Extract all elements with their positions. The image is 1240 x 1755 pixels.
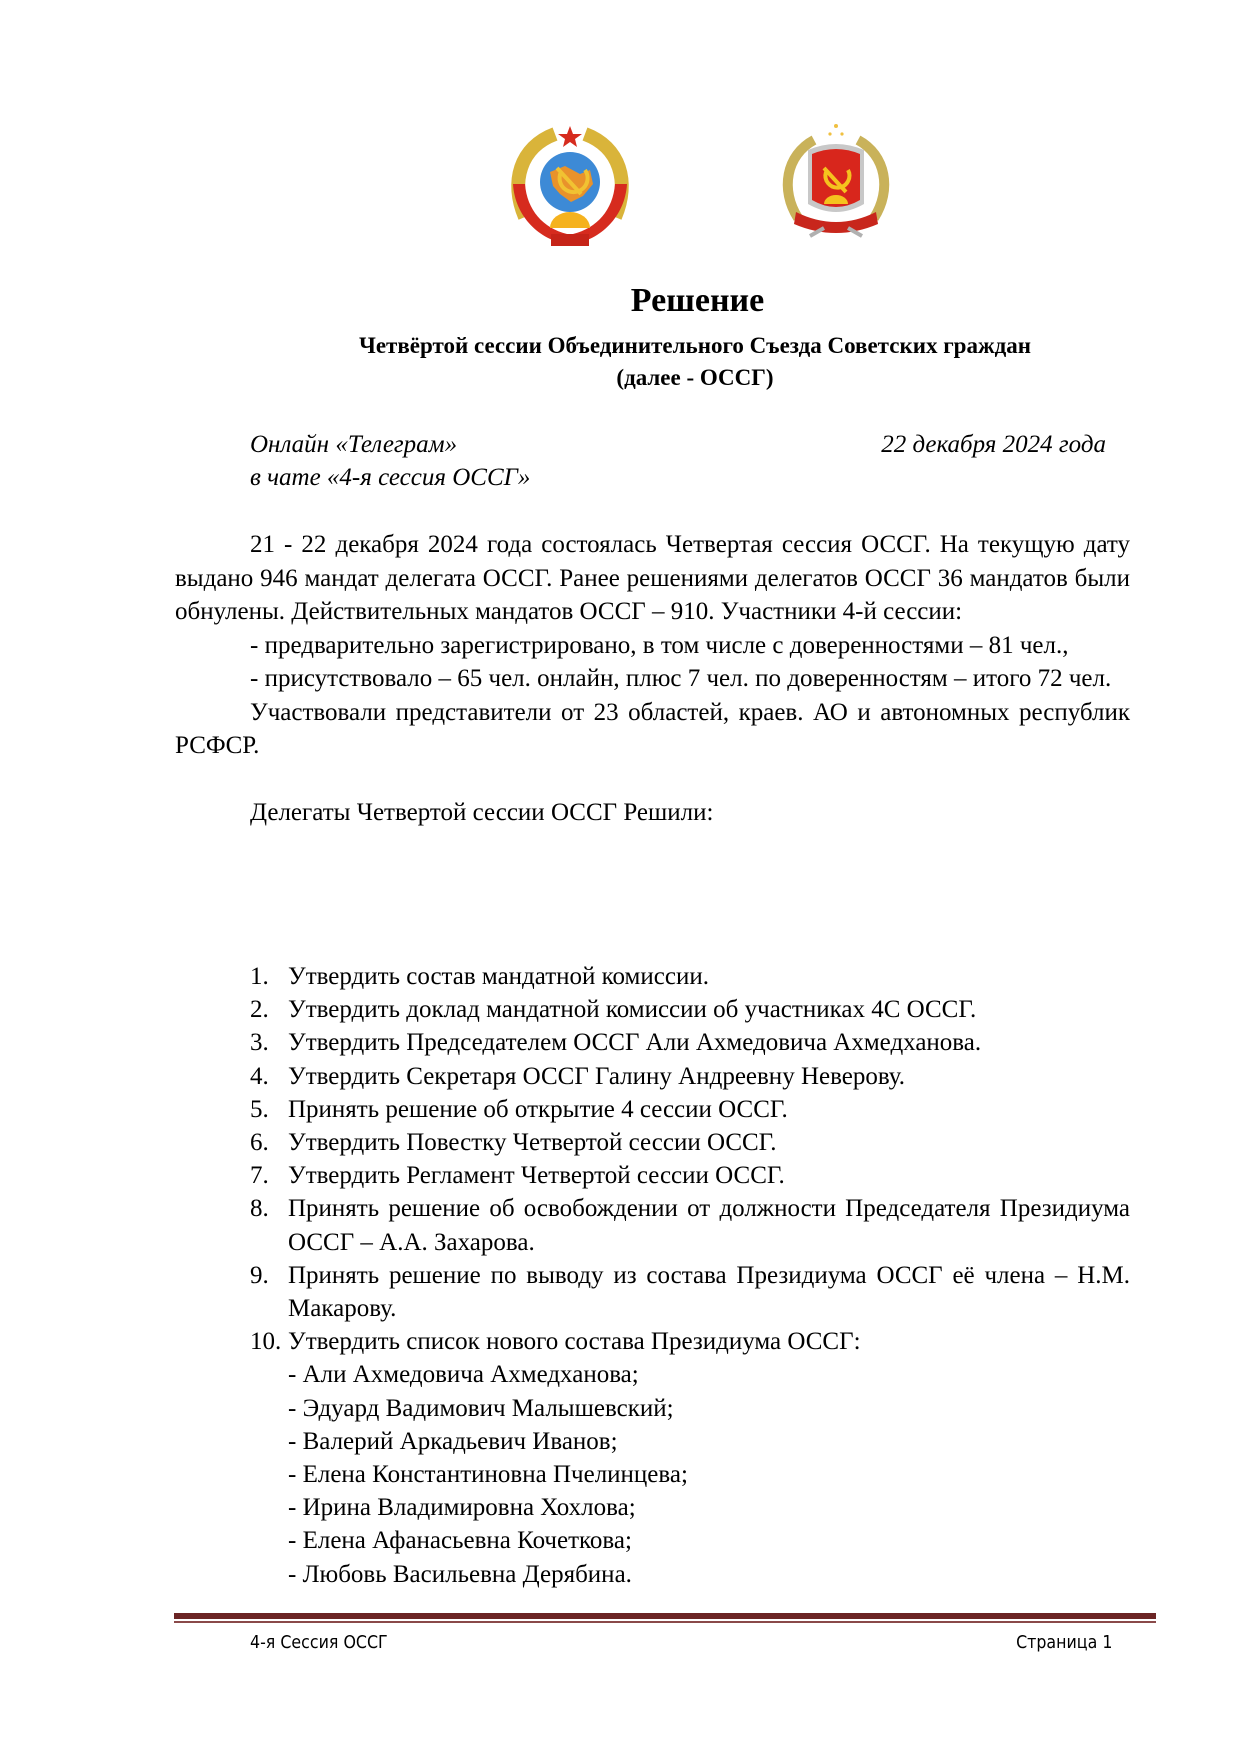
member-item: - Елена Афанасьевна Кочеткова; <box>288 1527 632 1555</box>
member-item: - Любовь Васильевна Дерябина. <box>288 1560 632 1588</box>
list-item: 4. Утвердить Секретаря ОССГ Галину Андреевну Неверову. <box>250 1062 906 1090</box>
paragraph: Участвовали представители от 23 областей, краев. АО и автономных республик РСФСР. <box>175 698 1130 759</box>
subtitle-line-1: Четвёртой сессии Объединительного Съезда Советских граждан <box>358 333 1032 358</box>
meeting-place: Онлайн «Телеграм» <box>250 431 458 458</box>
document-subtitle <box>255 330 1135 394</box>
page-title: Решение <box>630 282 765 319</box>
member-item: - Эдуард Вадимович Малышевский; <box>288 1394 674 1422</box>
meeting-chat: в чате «4-я сессия ОССГ» <box>250 464 531 491</box>
list-item: 10. Утвердить список нового состава Президиума ОССГ: <box>250 1328 861 1356</box>
list-item: 9. Принять решение по выводу из состава Президиума ОССГ её члена – Н.М. Макарову. <box>250 1261 1130 1323</box>
decisions-list <box>250 960 1130 1591</box>
page-number: Страница 1 <box>1016 1632 1113 1653</box>
footer-divider <box>174 1613 1156 1623</box>
document-body <box>175 528 1130 829</box>
list-item: 6. Утвердить Повестку Четвертой сессии ОССГ. <box>250 1129 777 1157</box>
meeting-date: 22 декабря 2024 года <box>881 431 1106 458</box>
paragraph: - предварительно зарегистрировано, в том числе с доверенностями – 81 чел., <box>250 631 1069 659</box>
member-item: - Ирина Владимировна Хохлова; <box>288 1494 636 1522</box>
footer-session-label: 4-я Сессия ОССГ <box>250 1632 388 1653</box>
subtitle-line-2: (далее - ОССГ) <box>616 365 774 390</box>
paragraph: 21 - 22 декабря 2024 года состоялась Четвертая сессия ОССГ. На текущую дату выдано 946 мандат делегата ОССГ. Ранее решениями делегатов ОССГ 36 мандатов были обнулены. Действительных мандатов ОССГ – 910. Участники 4-й сессии: <box>175 531 1130 625</box>
member-item: - Али Ахмедовича Ахмедханова; <box>288 1361 639 1389</box>
list-item: 7. Утвердить Регламент Четвертой сессии ОССГ. <box>250 1162 785 1190</box>
list-item: 3. Утвердить Председателем ОССГ Али Ахмедовича Ахмедханова. <box>250 1029 982 1057</box>
list-item: 1. Утвердить состав мандатной комиссии. <box>250 963 709 990</box>
page-footer <box>250 1632 1113 1653</box>
ussr-emblem-icon <box>505 122 635 252</box>
rsfsr-emblem-icon <box>780 120 892 245</box>
list-item: 8. Принять решение об освобождении от должности Председателя Президиума ОССГ – А.А. Захарова. <box>250 1195 1130 1256</box>
list-item: 2. Утвердить доклад мандатной комиссии об участниках 4С ОССГ. <box>250 996 977 1024</box>
list-item: 5. Принять решение об открытие 4 сессии ОССГ. <box>250 1095 788 1123</box>
paragraph: - присутствовало – 65 чел. онлайн, плюс 7 чел. по доверенностям – итого 72 чел. <box>250 665 1112 692</box>
presidium-members <box>250 1358 1130 1590</box>
member-item: - Елена Константиновна Пчелинцева; <box>288 1461 688 1489</box>
decision-intro: Делегаты Четвертой сессии ОССГ Решили: <box>250 798 714 826</box>
member-item: - Валерий Аркадьевич Иванов; <box>288 1427 618 1455</box>
meeting-meta <box>250 428 1140 494</box>
